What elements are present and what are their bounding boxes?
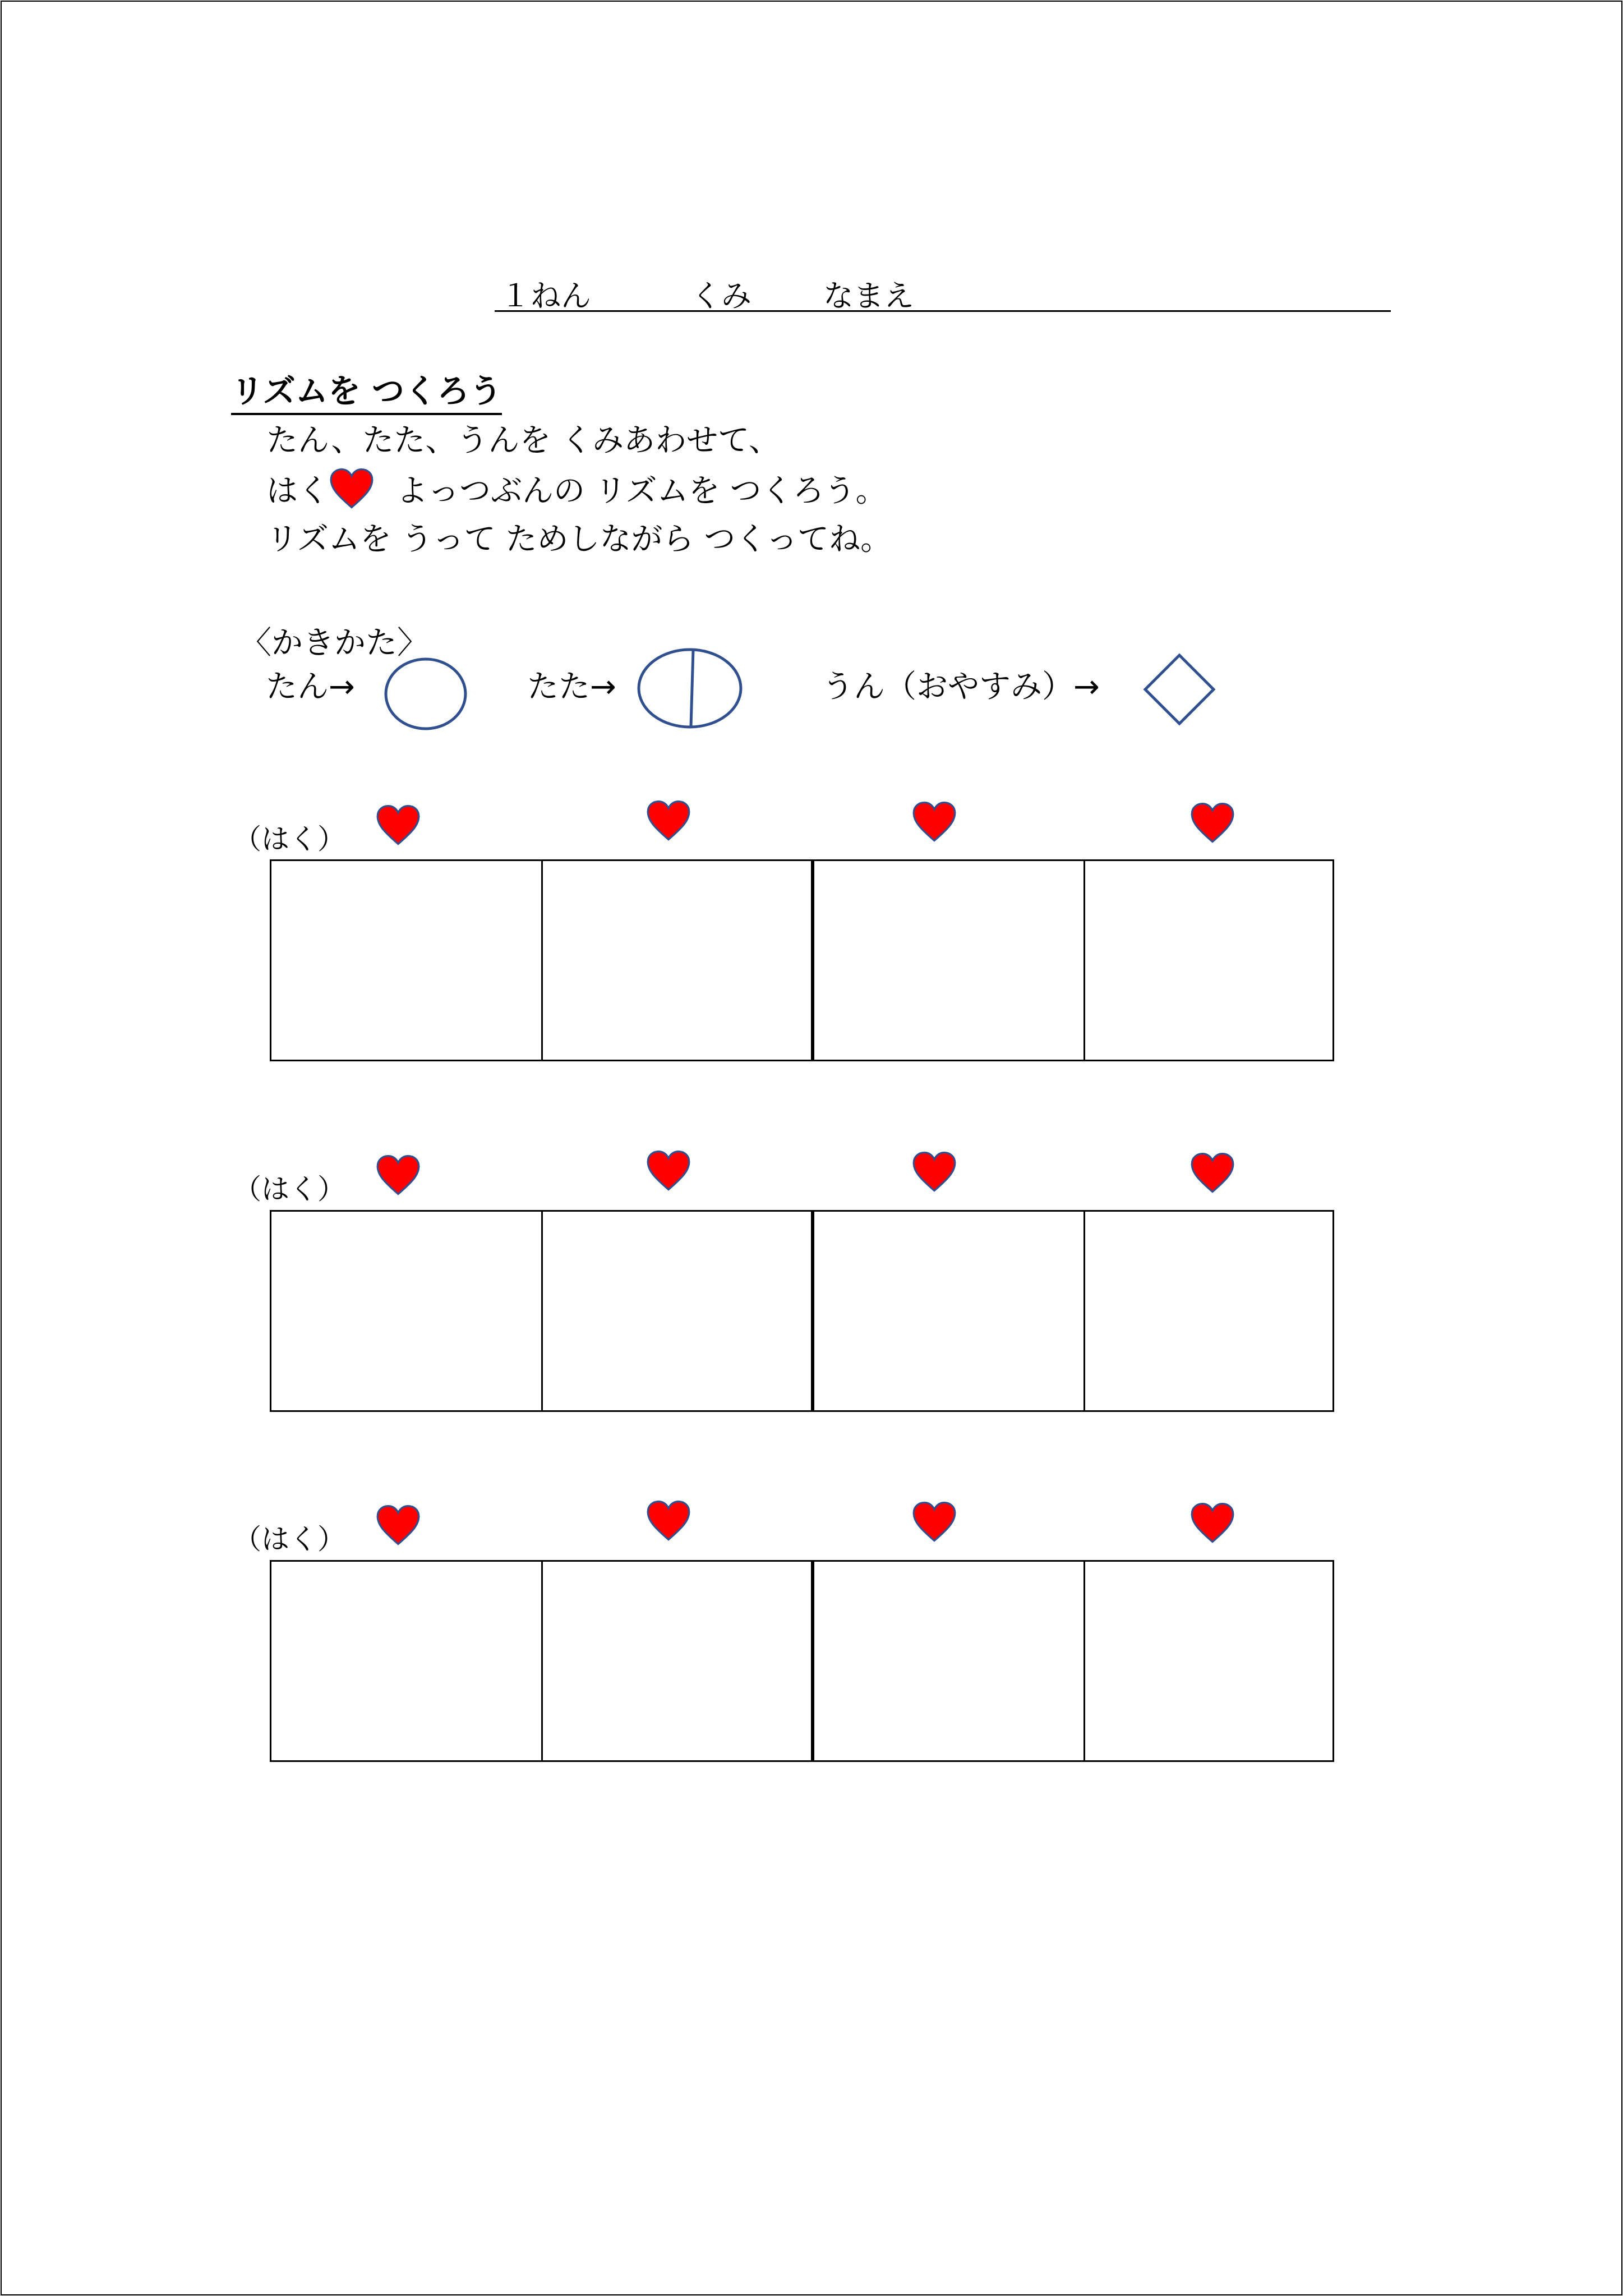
heart-icon (376, 1154, 421, 1196)
instruction-line-2-start: はく (266, 473, 329, 509)
heart-icon (1190, 1152, 1235, 1194)
circle-icon (384, 656, 468, 731)
diamond-icon (1143, 653, 1216, 726)
heart-icon (646, 1150, 691, 1191)
grid-divider (1083, 861, 1085, 1060)
beat-row-label: （はく） (233, 1523, 345, 1556)
heart-icon (1190, 1502, 1235, 1544)
heart-icon (329, 468, 374, 509)
rhythm-grid (270, 1560, 1334, 1762)
legend-tan: たん→ (266, 669, 355, 705)
heart-icon (376, 804, 421, 846)
split-circle-icon (636, 647, 744, 729)
legend-heading: 〈かきかた〉 (240, 625, 428, 661)
grid-divider (541, 1212, 543, 1410)
heart-icon (1190, 802, 1235, 844)
heart-icon (376, 1504, 421, 1546)
grid-divider (1083, 1212, 1085, 1410)
worksheet-title: リズムを つくろう (231, 370, 502, 415)
instruction-line-2-end: よっつぶんの リズムを つくろう。 (396, 473, 887, 509)
instruction-line-3: リズムを うって ためしながら つくってね。 (266, 521, 892, 558)
rhythm-grid (270, 859, 1334, 1061)
beat-row-label: （はく） (233, 823, 345, 855)
heart-icon (646, 1500, 691, 1542)
rhythm-grid (270, 1210, 1334, 1412)
grid-divider (811, 861, 814, 1060)
class-label: くみ (691, 278, 751, 314)
grid-divider (541, 1562, 543, 1760)
page-border (1, 1, 1622, 2295)
grid-divider (1083, 1562, 1085, 1760)
legend-un: うん（おやすみ）→ (822, 669, 1100, 705)
heart-icon (912, 1501, 957, 1543)
legend-tata: たた→ (527, 669, 616, 705)
name-underline (495, 310, 1391, 312)
instruction-line-2 (266, 468, 887, 514)
heart-icon (646, 800, 691, 841)
beat-row-label: （はく） (233, 1173, 345, 1205)
name-label: なまえ (823, 278, 914, 314)
grade-label: １ねん (500, 278, 591, 314)
grid-divider (541, 861, 543, 1060)
instruction-line-1: たん、たた、うんを くみあわせて、 (266, 422, 781, 459)
heart-icon (912, 801, 957, 843)
grid-divider (811, 1562, 814, 1760)
heart-icon (912, 1151, 957, 1193)
grid-divider (811, 1212, 814, 1410)
